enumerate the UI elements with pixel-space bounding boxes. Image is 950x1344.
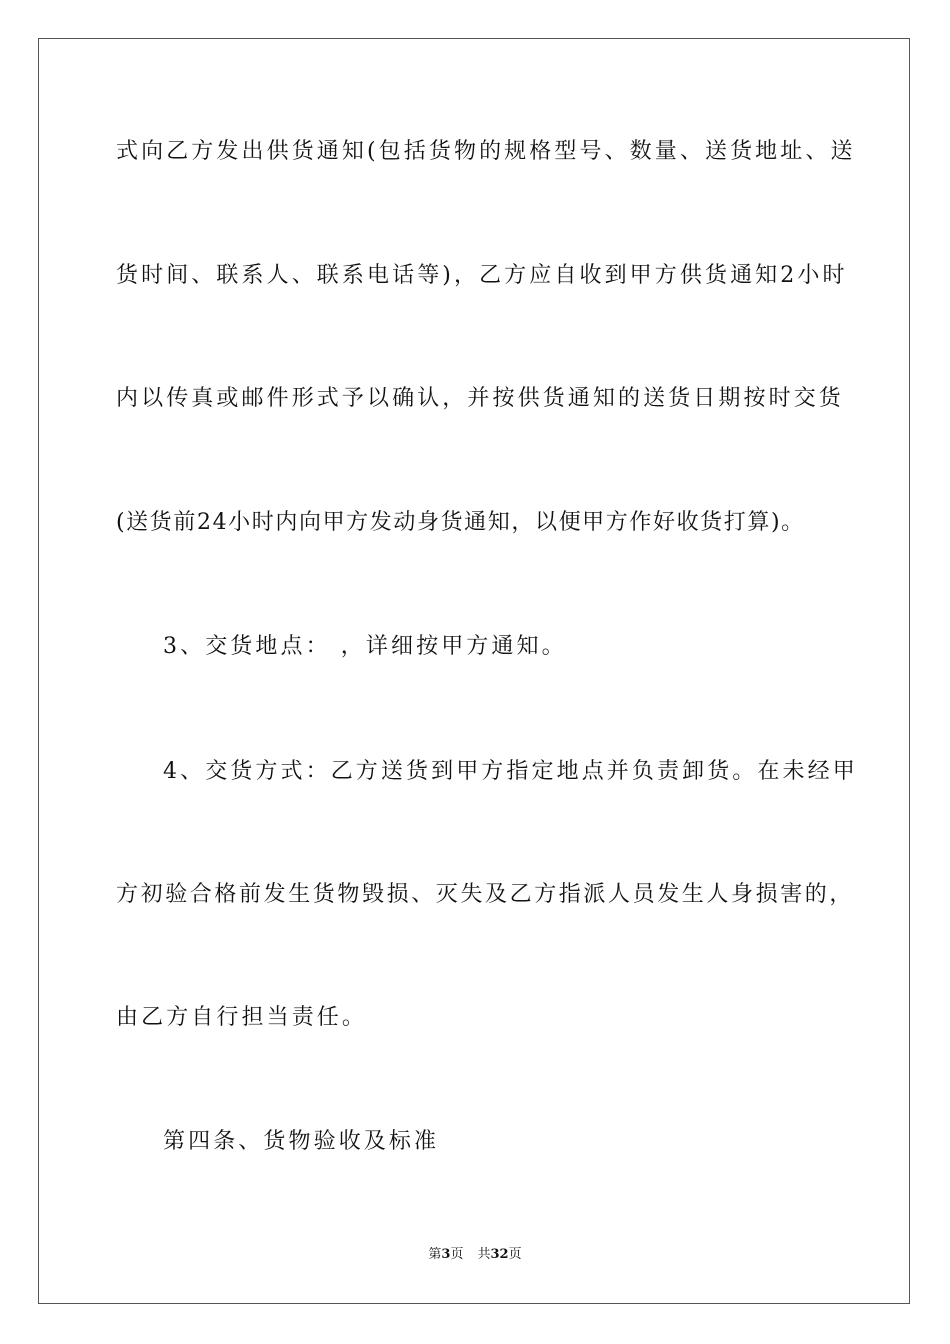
body-text-line-4: (送货前24小时内向甲方发动身货通知，以便甲方作好收货打算)。 [116, 510, 805, 535]
body-text-line-8: 由乙方自行担当责任。 [116, 1005, 368, 1030]
body-text-line-2: 货时间、联系人、联系电话等)，乙方应自收到甲方供货通知2小时 [116, 263, 848, 288]
body-text-line-3: 内以传真或邮件形式予以确认，并按供货通知的送货日期按时交货 [116, 386, 844, 411]
total-pages: 32 [490, 1247, 509, 1262]
clause-delivery-method: 4、交货方式：乙方送货到甲方指定地点并负责卸货。在未经甲 [163, 759, 858, 784]
clause-delivery-location: 3、交货地点： ，详细按甲方通知。 [163, 634, 567, 659]
body-text-line-1: 式向乙方发出供货通知(包括货物的规格型号、数量、送货地址、送 [116, 139, 856, 164]
page-border [38, 38, 910, 1304]
page-footer [0, 1246, 950, 1264]
page-suffix: 页 [450, 1247, 464, 1262]
total-prefix: 共 [477, 1247, 491, 1262]
total-suffix: 页 [508, 1247, 522, 1262]
page-number: 3 [441, 1247, 451, 1262]
article-heading: 第四条、货物验收及标准 [163, 1129, 440, 1154]
body-text-line-7: 方初验合格前发生货物毁损、灭失及乙方指派人员发生人身损害的， [116, 882, 855, 907]
page-prefix: 第 [428, 1247, 442, 1262]
